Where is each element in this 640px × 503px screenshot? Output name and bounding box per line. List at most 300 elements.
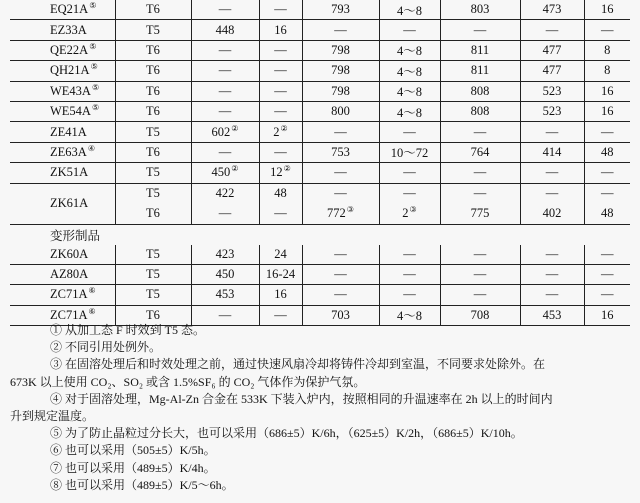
table-cell	[520, 0, 584, 20]
cell-value: 48	[601, 206, 614, 221]
footnote-mark: ②	[283, 164, 291, 174]
table-cell	[259, 183, 302, 224]
table-cell	[259, 122, 302, 142]
cell-value: 453	[215, 287, 235, 302]
cell-value: —	[545, 124, 559, 139]
cell-value: T5	[146, 165, 160, 180]
cell-value: 4～8	[396, 105, 422, 120]
footnote-mark: ⑤	[91, 103, 100, 113]
alloy-cell	[10, 163, 115, 183]
table-cell	[584, 81, 630, 101]
cell-value: 523	[542, 104, 562, 119]
cell-value: —	[274, 206, 287, 221]
table-cell	[440, 101, 520, 121]
table-cell	[191, 0, 259, 20]
cell-value: 4～8	[396, 85, 422, 100]
cell-value: 811	[470, 63, 490, 78]
table-cell	[520, 142, 584, 162]
table-row	[10, 163, 630, 183]
cell-value: —	[334, 267, 347, 282]
cell-value: ZK60A	[50, 246, 89, 261]
cell-value: 703	[331, 307, 350, 322]
footnote-line: 升到规定温度。	[10, 409, 95, 424]
cell-value: —	[473, 287, 487, 302]
alloy-cell	[10, 40, 115, 60]
cell-value: 793	[331, 2, 350, 17]
cell-value: 16	[274, 22, 287, 37]
alloy-cell	[10, 20, 115, 40]
cell-value: QE22A	[50, 42, 89, 57]
table-cell	[302, 142, 379, 162]
table-cell	[584, 20, 630, 40]
cell-value: —	[218, 104, 232, 119]
footnote-mark: ②	[280, 123, 288, 133]
cell-value: WE43A	[50, 83, 91, 98]
cell-value: 798	[331, 63, 350, 78]
table-cell	[115, 81, 191, 101]
cell-value: —	[334, 246, 347, 261]
cell-value: —	[403, 267, 416, 282]
cell-line	[303, 206, 379, 221]
cell-value: 4～8	[396, 3, 422, 18]
cell-line	[260, 186, 302, 201]
table-cell	[440, 142, 520, 162]
table-cell	[115, 285, 191, 305]
cell-value: 402	[542, 206, 562, 221]
cell-value: —	[473, 165, 487, 180]
cell-value: —	[274, 63, 287, 78]
table-cell	[115, 142, 191, 162]
table-cell	[302, 245, 379, 265]
cell-value: 450	[211, 165, 231, 180]
table-cell	[259, 101, 302, 121]
cell-value: 473	[542, 2, 562, 17]
cell-value: T6	[146, 144, 160, 159]
cell-value: 523	[542, 83, 562, 98]
cell-value: 8	[604, 42, 611, 57]
footnote-mark: ⑤	[91, 82, 100, 92]
table-cell	[302, 163, 379, 183]
table-cell	[520, 40, 584, 60]
table-cell	[379, 81, 440, 101]
table-row	[10, 40, 630, 60]
cell-line	[116, 206, 191, 221]
table-cell	[259, 163, 302, 183]
cell-line	[303, 186, 379, 201]
cell-value: AZ80A	[50, 267, 89, 282]
cell-line	[585, 206, 631, 221]
table-cell	[584, 142, 630, 162]
cell-value: 12	[270, 165, 283, 180]
cell-value: T5	[146, 246, 160, 261]
footnote-line: ④ 对于固溶处理，Mg-Al-Zn 合金在 533K 下装入炉内，按照相同的升温速率在 2h 以上的时间内	[50, 391, 553, 406]
table-cell	[584, 163, 630, 183]
cell-value: 477	[542, 63, 562, 78]
cell-line	[380, 186, 440, 201]
cell-value: 800	[331, 104, 350, 119]
cell-line	[585, 186, 631, 201]
cell-value: 798	[331, 83, 350, 98]
table-cell	[379, 245, 440, 265]
table-cell	[191, 122, 259, 142]
cell-value: —	[274, 42, 287, 57]
footnote-mark: ②	[231, 164, 239, 174]
table-row	[10, 122, 630, 142]
table-cell	[115, 264, 191, 284]
cell-value: —	[545, 287, 559, 302]
table-cell	[259, 142, 302, 162]
table-cell	[379, 101, 440, 121]
cell-value: 16	[601, 307, 614, 322]
table-cell	[440, 245, 520, 265]
cell-value: 422	[215, 186, 235, 201]
heat-treatment-table	[10, 0, 630, 326]
table-cell	[302, 81, 379, 101]
cell-value: 10～72	[390, 146, 429, 161]
cell-value: QH21A	[50, 63, 90, 78]
cell-value: 4～8	[396, 44, 422, 59]
cell-value: 16	[601, 104, 614, 119]
table-cell	[191, 183, 259, 224]
footnote-mark: ⑤	[89, 1, 97, 11]
table-cell	[191, 245, 259, 265]
table-cell	[191, 61, 259, 81]
cell-value: 16	[601, 83, 614, 98]
table-cell	[259, 40, 302, 60]
cell-line	[192, 206, 259, 221]
table-cell	[379, 183, 440, 224]
cell-value: —	[601, 267, 614, 282]
footnote-mark: ②	[231, 123, 239, 133]
cell-value: —	[334, 287, 347, 302]
table-cell	[259, 0, 302, 20]
table-cell	[584, 0, 630, 20]
alloy-cell	[10, 142, 115, 162]
cell-line	[521, 186, 584, 201]
table-cell	[259, 264, 302, 284]
table-cell	[379, 122, 440, 142]
cell-value: ZK61A	[50, 196, 89, 211]
table-row	[10, 285, 630, 305]
footnote-line: ② 不同引用处例外。	[50, 340, 162, 355]
table-cell	[379, 264, 440, 284]
cell-value: —	[403, 246, 416, 261]
cell-value: 2	[402, 206, 409, 221]
table-row	[10, 142, 630, 162]
cell-value: 477	[542, 42, 562, 57]
table-cell	[302, 40, 379, 60]
cell-value: 16-24	[265, 267, 296, 282]
table-cell	[379, 40, 440, 60]
table-cell	[115, 183, 191, 224]
table-cell	[520, 245, 584, 265]
footnote-line: ③ 在固溶处理后和时效处理之前，通过快速风扇冷却将铸件冷却到室温，不同要求处除外。在	[50, 357, 546, 372]
cell-value: —	[334, 124, 347, 139]
table-cell	[302, 285, 379, 305]
cell-value: —	[601, 165, 614, 180]
cell-line	[441, 186, 520, 201]
cell-line	[192, 186, 259, 201]
cell-value: 811	[470, 42, 490, 57]
alloy-cell	[10, 81, 115, 101]
table-cell	[302, 0, 379, 20]
cell-value: —	[601, 22, 614, 37]
table-row	[10, 101, 630, 121]
table-cell	[520, 61, 584, 81]
cell-value: T6	[146, 206, 160, 221]
cell-value: T6	[146, 63, 160, 78]
cell-value: 708	[470, 307, 490, 322]
cell-value: 772	[327, 206, 346, 221]
cell-value: T5	[146, 287, 160, 302]
cell-value: —	[403, 22, 416, 37]
cell-value: —	[274, 307, 287, 322]
alloy-cell	[10, 122, 115, 142]
cell-value: 414	[542, 144, 562, 159]
table-cell	[520, 183, 584, 224]
table-cell	[191, 20, 259, 40]
table-cell	[302, 264, 379, 284]
cell-value: 764	[470, 144, 490, 159]
table-cell	[191, 81, 259, 101]
table-cell	[520, 81, 584, 101]
cell-line	[521, 206, 584, 221]
alloy-cell	[10, 0, 115, 20]
table-cell	[584, 101, 630, 121]
cell-value: —	[218, 42, 232, 57]
cell-value: —	[218, 144, 232, 159]
cell-value: T5	[146, 124, 160, 139]
cell-value: —	[545, 246, 559, 261]
table-cell	[259, 245, 302, 265]
section-row	[10, 224, 630, 245]
table-row	[10, 0, 630, 20]
footnote-mark: ④	[87, 143, 95, 153]
cell-value: —	[403, 186, 416, 201]
table-cell	[302, 183, 379, 224]
table-cell	[191, 285, 259, 305]
alloy-cell	[10, 101, 115, 121]
table-cell	[520, 20, 584, 40]
cell-value: —	[334, 165, 347, 180]
cell-value: T6	[146, 2, 160, 17]
cell-value: ZE63A	[50, 144, 87, 159]
table-cell	[379, 163, 440, 183]
cell-value: 24	[274, 246, 287, 261]
table-cell	[259, 81, 302, 101]
cell-value: —	[403, 124, 416, 139]
cell-line	[260, 206, 302, 221]
table-cell	[379, 142, 440, 162]
table-cell	[115, 20, 191, 40]
cell-value: —	[403, 165, 416, 180]
cell-value: —	[473, 22, 487, 37]
footnote-mark: ⑤	[90, 62, 98, 72]
table-cell	[584, 122, 630, 142]
cell-value: 803	[470, 2, 490, 17]
table-cell	[440, 264, 520, 284]
cell-value: 2	[273, 124, 280, 139]
cell-value: T6	[146, 42, 160, 57]
cell-line	[441, 206, 520, 221]
cell-value: 602	[211, 124, 231, 139]
cell-value: —	[218, 63, 232, 78]
cell-value: EQ21A	[50, 2, 89, 17]
cell-value: 16	[601, 2, 614, 17]
table-cell	[584, 245, 630, 265]
cell-value: —	[274, 2, 287, 17]
footnotes	[10, 322, 630, 494]
cell-value: 448	[215, 22, 235, 37]
footnote-mark: ⑤	[89, 41, 97, 51]
cell-value: 16	[274, 287, 287, 302]
table-cell	[520, 101, 584, 121]
table-cell	[115, 101, 191, 121]
cell-value: —	[218, 2, 232, 17]
table-cell	[440, 163, 520, 183]
table-cell	[191, 142, 259, 162]
table-cell	[520, 285, 584, 305]
table-cell	[440, 183, 520, 224]
cell-value: 4～8	[396, 309, 422, 324]
cell-value: —	[473, 246, 487, 261]
cell-value: 775	[470, 206, 490, 221]
cell-value: —	[545, 22, 559, 37]
table-cell	[191, 101, 259, 121]
alloy-cell	[10, 285, 115, 305]
table-cell	[115, 163, 191, 183]
table-cell	[440, 0, 520, 20]
table-cell	[584, 264, 630, 284]
alloy-cell	[10, 245, 115, 265]
cell-value: EZ33A	[50, 22, 87, 37]
table-cell	[302, 122, 379, 142]
table-row	[10, 245, 630, 265]
cell-value: 423	[215, 246, 235, 261]
table-cell	[379, 0, 440, 20]
cell-value: —	[545, 267, 559, 282]
table-cell	[115, 0, 191, 20]
table-cell	[191, 264, 259, 284]
cell-value: T6	[146, 83, 160, 98]
table-cell	[379, 61, 440, 81]
cell-value: —	[601, 287, 614, 302]
cell-value: —	[218, 206, 232, 221]
cell-value: ZK51A	[50, 165, 89, 180]
table-cell	[115, 40, 191, 60]
cell-value: —	[473, 186, 487, 201]
table-row	[10, 20, 630, 40]
table-cell	[259, 20, 302, 40]
table-cell	[440, 20, 520, 40]
cell-value: 798	[331, 42, 350, 57]
table-cell	[302, 20, 379, 40]
cell-value: —	[274, 83, 287, 98]
table-cell	[115, 122, 191, 142]
cell-value: —	[403, 287, 416, 302]
table-cell	[302, 61, 379, 81]
cell-value: —	[274, 144, 287, 159]
footnote-mark: ⑥	[88, 306, 96, 316]
cell-value: 4～8	[396, 64, 422, 79]
table-cell	[584, 61, 630, 81]
footnote-line: ⑤ 为了防止晶粒过分长大，也可以采用（686±5）K/6h，（625±5）K/2h，（686±5）K/10h。	[50, 426, 523, 441]
footnote-line: ⑥ 也可以采用（505±5）K/5h。	[50, 443, 216, 458]
cell-value: —	[601, 186, 614, 201]
table-row	[10, 183, 630, 224]
cell-value: T6	[146, 307, 160, 322]
cell-value: —	[545, 186, 559, 201]
table-cell	[440, 81, 520, 101]
footnote-line: ① 从加工态 F 时效到 T5 态。	[50, 323, 206, 337]
cell-value: T5	[146, 267, 160, 282]
cell-value: —	[218, 307, 232, 322]
table-cell	[520, 122, 584, 142]
table-cell	[259, 285, 302, 305]
table-cell	[115, 245, 191, 265]
table-cell	[379, 20, 440, 40]
table-row	[10, 264, 630, 284]
cell-value: WE54A	[50, 104, 91, 119]
cell-value: 48	[601, 144, 614, 159]
table-cell	[584, 40, 630, 60]
cell-line	[380, 206, 440, 221]
footnote-line: ⑧ 也可以采用（489±5）K/5～6h。	[50, 477, 234, 492]
cell-value: 808	[470, 83, 490, 98]
footnote-mark: ③	[409, 205, 417, 215]
cell-value: —	[601, 124, 614, 139]
table-cell	[379, 285, 440, 305]
cell-value: ZC71A	[50, 287, 88, 302]
footnote-mark: ③	[346, 205, 354, 215]
table-cell	[440, 61, 520, 81]
table-cell	[191, 163, 259, 183]
table-cell	[302, 101, 379, 121]
footnote-line: 673K 以上使用 CO₂、SO₂ 或含 1.5%SF₆ 的 CO₂ 气体作为保护气氛。	[10, 374, 366, 389]
section-label: 变形制品	[50, 228, 101, 243]
table-cell	[520, 163, 584, 183]
cell-value: 450	[215, 267, 235, 282]
cell-value: —	[545, 165, 559, 180]
cell-value: —	[473, 267, 487, 282]
cell-value: 753	[331, 144, 350, 159]
table-cell	[440, 285, 520, 305]
table-cell	[440, 40, 520, 60]
footnote-line: ⑦ 也可以采用（489±5）K/4h。	[50, 460, 216, 475]
table-cell	[115, 61, 191, 81]
cell-value: —	[334, 22, 347, 37]
table-row	[10, 81, 630, 101]
table-cell	[259, 61, 302, 81]
table-cell	[191, 40, 259, 60]
cell-value: —	[601, 246, 614, 261]
table-cell	[584, 285, 630, 305]
table-cell	[440, 122, 520, 142]
cell-value: T5	[146, 22, 160, 37]
cell-value: T6	[146, 104, 160, 119]
alloy-cell	[10, 183, 115, 224]
table-cell	[520, 264, 584, 284]
cell-line	[116, 186, 191, 201]
cell-value: —	[334, 186, 347, 201]
cell-value: 8	[604, 63, 611, 78]
cell-value: —	[218, 83, 232, 98]
cell-value: 453	[542, 307, 562, 322]
cell-value: ZE41A	[50, 124, 87, 139]
cell-value: ZC71A	[50, 307, 88, 322]
footnote-mark: ⑥	[88, 286, 96, 296]
alloy-cell	[10, 264, 115, 284]
